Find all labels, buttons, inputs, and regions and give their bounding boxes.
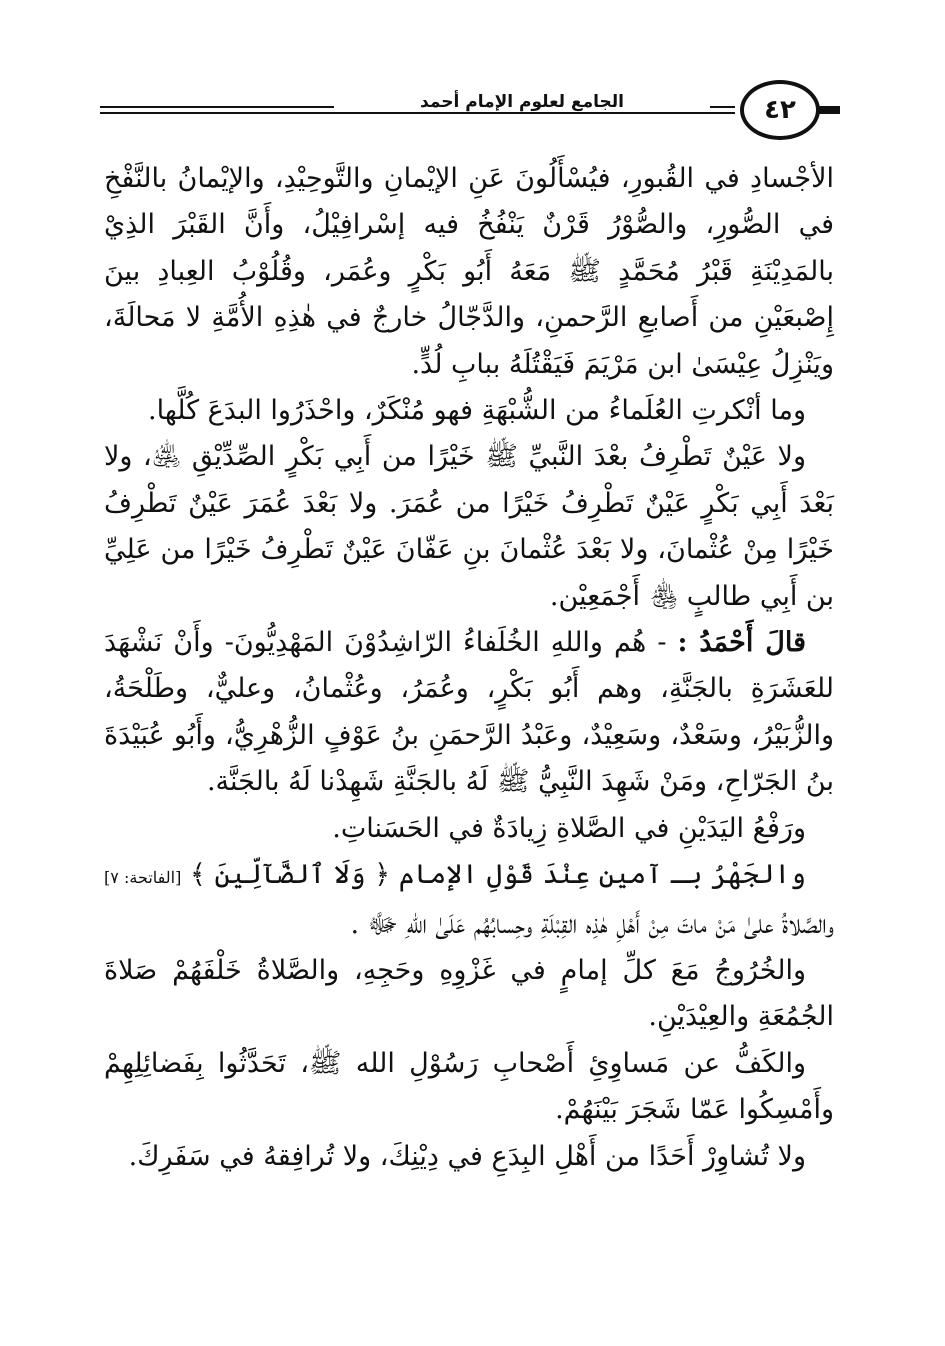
header-rule-left-top	[100, 106, 335, 108]
paragraph: ولا عَيْنٌ تَطْرِفُ بعْدَ النَّبيِّ ﷺ خَيْرًا من أَبِي بَكْرٍ الصِّدِّيْقِ ﵁، ولا بَعْدَ أَبِي بَكْرٍ عَيْنٌ تَطْرِفُ خَيْرًا من عُمَرَ. ولا بَعْدَ عُمَرَ عَيْنٌ تَطْرِفُ خَيْرًا مِنْ عُثْمانَ، ولا بَعْدَ عُثْمانَ بنِ عَفّانَ عَيْنٌ تَطْرِفُ خَيْرًا من عَلِيِّ بن أَبِي طالبٍ ﵃ أَجْمَعِيْن.	[104, 441, 834, 612]
paragraph: ولا تُشاوِرْ أَحَدًا من أَهْلِ البِدَعِ في دِيْنِكَ، ولا تُرافِقهُ في سَفَرِكَ.	[128, 1140, 806, 1172]
speaker-label: قالَ أَحْمَدُ :	[677, 627, 807, 659]
quran-reference: [الفاتحة: ٧]	[104, 868, 182, 888]
page-body	[104, 156, 834, 1180]
paragraph-text: والجَهْرُ بـ آمين عِنْدَ قَوْلِ الإمام ﴿ وَلَا ٱلضَّآلِّينَ ﴾	[190, 859, 806, 891]
header-rule-left-bottom	[100, 112, 335, 114]
paragraph-text-after: والصَّلاةُ علىٰ مَنْ ماتَ مِنْ أَهْلِ هٰذِه القِبْلَةِ وحِسابُهُم عَلَىٰ اللهِ ﷻ .	[350, 908, 834, 940]
paragraph: وما أنْكرتِ العُلَماءُ من الشُّبْهَةِ فهو مُنْكَرٌ، واحْذَرُوا البدَعَ كُلَّها.	[148, 395, 806, 427]
paragraph	[104, 620, 834, 806]
running-header	[100, 78, 840, 138]
book-title: الجامع لعلوم الإمام أحمد	[334, 92, 710, 112]
paragraph: الأجْسادِ في القُبورِ، فيُسْأَلُونَ عَنِ الإيْمانِ والتَّوحِيْدِ، والإيْمانُ بالنَّفْخِ في الصُّورِ، والصُّوْرُ قَرْنٌ يَنْفُخُ فيه إسْرافِيْلُ، وأَنَّ القَبْرَ الذِيْ بالمَدِيْنَةِ قَبْرُ مُحَمَّدٍ ﷺ مَعَهُ أَبُو بَكْرٍ وعُمَر، وقُلُوْبُ العِبادِ بينَ إِصْبعَيْنِ من أَصابعِ الرَّحمنِ، والدَّجّالُ خارجٌ في هٰذِهِ الأُمَّةِ لا مَحالَةَ، ويَنْزِلُ عِيْسَىٰ ابن مَرْيَمَ فَيَقْتُلَهُ ببابِ لُدٍّ.	[104, 163, 834, 380]
paragraph	[104, 852, 834, 948]
paragraph: والكَفُّ عن مَساوِئِ أَصْحابِ رَسُوْلِ الله ﷺ، تَحَدَّثُوا بِفَضائِلِهِمْ وأَمْسِكُوا عَمّا شَجَرَ بَيْنَهُمْ.	[104, 1047, 834, 1126]
paragraph: ورَفْعُ اليَدَيْنِ في الصَّلاةِ زِيادَةٌ في الحَسَناتِ.	[332, 812, 806, 844]
header-rule-mid-bottom	[335, 112, 735, 114]
page-number: ٤٢	[740, 80, 820, 140]
paragraph: والخُرُوجُ مَعَ كلِّ إمامٍ في غَزْوِهِ وحَجِهِ، والصَّلاةُ خَلْفَهُمْ صَلاةَ الجُمُعَةِ والعِيْدَيْنِ.	[104, 954, 834, 1033]
paragraph-text: - هُم واللهِ الخُلَفاءُ الرّاشِدُوْنَ المَهْدِيُّونَ- وأَنْ نَشْهَدَ للعَشَرَةِ بالجَنَّةِ، وهم أَبُو بَكْرٍ، وعُمَرُ، وعُثْمانُ، وعليٌّ، وطَلْحَةُ، والزُّبَيْرُ، وسَعْدٌ، وسَعِيْدٌ، وعَبْدُ الرَّحمَنِ بنُ عَوْفٍ الزُّهْرِيُّ، وأَبُو عُبَيْدَةَ بنُ الجَرّاحِ، ومَنْ شَهِدَ النَّبِيُّ ﷺ لَهُ بالجَنَّةِ شَهِدْنا لَهُ بالجَنَّة.	[104, 627, 834, 798]
